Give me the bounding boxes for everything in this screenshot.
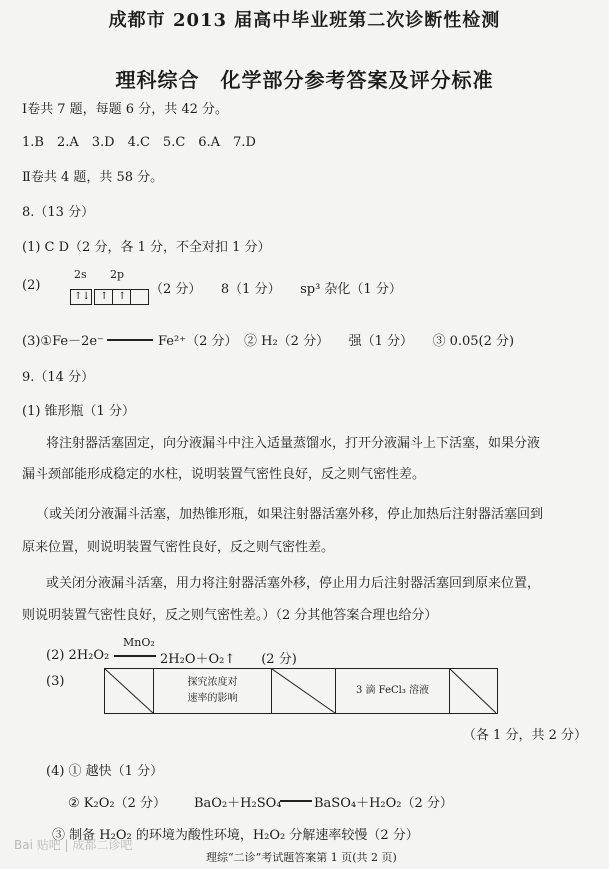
q8-part3-a: (3)①Fe－2e⁻: [22, 334, 104, 349]
q9-part2-b: 2H₂O＋O₂↑ (2 分): [160, 652, 297, 667]
table-cell-blank: [450, 669, 496, 713]
page-subtitle: 理科综合 化学部分参考答案及评分标准: [115, 68, 494, 92]
q9-para3-line2: 则说明装置气密性良好，反之则气密性差。）（2 分其他答案合理也给分）: [22, 608, 438, 623]
q9-para2-line2: 原来位置，则说明装置气密性良好，反之则气密性差。: [22, 540, 335, 555]
table-cell-reagent: [336, 669, 450, 713]
electron-up-icon: ↑: [100, 291, 109, 302]
q9-para1-line1: 将注射器活塞固定，向分液漏斗中注入适量蒸馏水，打开分液漏斗上下活塞，如果分液: [46, 436, 541, 451]
electron-up-icon: ↑: [118, 291, 127, 302]
electron-up-icon: ↑: [74, 291, 83, 302]
q9-para3-line1: 或关闭分液漏斗活塞，用力将注射器活塞外移，停止用力后注射器活塞回到原来位置，: [46, 576, 541, 591]
diagonal-slash-icon: [272, 669, 336, 713]
q9-part4-c2: BaSO₄＋H₂O₂（2 分）: [314, 796, 453, 811]
watermark: Bai 贴吧 | 成都二诊吧: [14, 838, 133, 852]
orbital-2s-box: [70, 289, 92, 305]
q9-part2-a: (2) 2H₂O₂: [46, 648, 110, 663]
q9-para2-line1: （或关闭分液漏斗活塞，加热锥形瓶，如果注射器活塞外移，停止加热后注射器活塞回到: [36, 507, 544, 522]
electron-down-icon: ↓: [82, 291, 91, 302]
table-cell-text: 探究浓度对: [187, 677, 238, 688]
page-footer: 理综“二诊”考试题答案第 1 页(共 2 页): [206, 851, 397, 864]
equals-sign: [107, 339, 153, 341]
table-cell-text: 3 滴 FeCl₃ 溶液: [355, 685, 430, 696]
table-cell-text: 速率的影响: [187, 693, 238, 704]
table-score: （各 1 分，共 2 分）: [462, 728, 587, 743]
catalyst-label: MnO₂: [123, 636, 155, 649]
q9-part4-a: (4) ① 越快（1 分）: [46, 764, 164, 779]
q9-part3-label: (3): [46, 674, 65, 689]
table-cell-purpose: [154, 669, 272, 713]
equals-sign: [280, 800, 312, 802]
q8-part2-rest: （2 分） 8（1 分） sp³ 杂化（1 分）: [150, 282, 402, 297]
q8-title: 8.（13 分）: [22, 205, 95, 220]
orbital-2p-label: 2p: [110, 268, 125, 281]
diagonal-slash-icon: [105, 669, 154, 713]
q9-part4-b: ② K₂O₂（2 分）: [68, 796, 166, 811]
part2-heading: Ⅱ卷共 4 题，共 58 分。: [22, 170, 164, 185]
part1-answers: 1.B 2.A 3.D 4.C 5.C 6.A 7.D: [22, 135, 256, 150]
equals-sign: [114, 655, 156, 657]
diagonal-slash-icon: [450, 669, 496, 713]
answer-table: [104, 668, 498, 714]
q8-part2-label: (2): [22, 278, 41, 293]
q9-part1: (1) 锥形瓶（1 分）: [22, 404, 135, 419]
part1-heading: Ⅰ卷共 7 题，每题 6 分，共 42 分。: [22, 102, 229, 117]
q9-title: 9.（14 分）: [22, 370, 95, 385]
orbital-2p-box: [94, 289, 149, 305]
q9-para1-line2: 漏斗颈部能形成稳定的水柱，说明装置气密性良好，反之则气密性差。: [22, 467, 426, 482]
q8-part3-b: Fe²⁺（2 分） ② H₂（2 分） 强（1 分） ③ 0.05(2 分): [158, 334, 515, 349]
q9-part4-c1: BaO₂＋H₂SO₄: [194, 796, 282, 811]
orbital-2s-label: 2s: [74, 268, 87, 281]
page-title: 成都市 2013 届高中毕业班第二次诊断性检测: [108, 10, 501, 31]
q8-part1: (1) C D（2 分，各 1 分，不全对扣 1 分）: [22, 240, 271, 255]
table-cell-blank: [105, 669, 154, 713]
table-cell-blank: [272, 669, 336, 713]
q9-part4-d: ③ 制备 H₂O₂ 的环境为酸性环境，H₂O₂ 分解速率较慢（2 分）: [52, 828, 419, 843]
